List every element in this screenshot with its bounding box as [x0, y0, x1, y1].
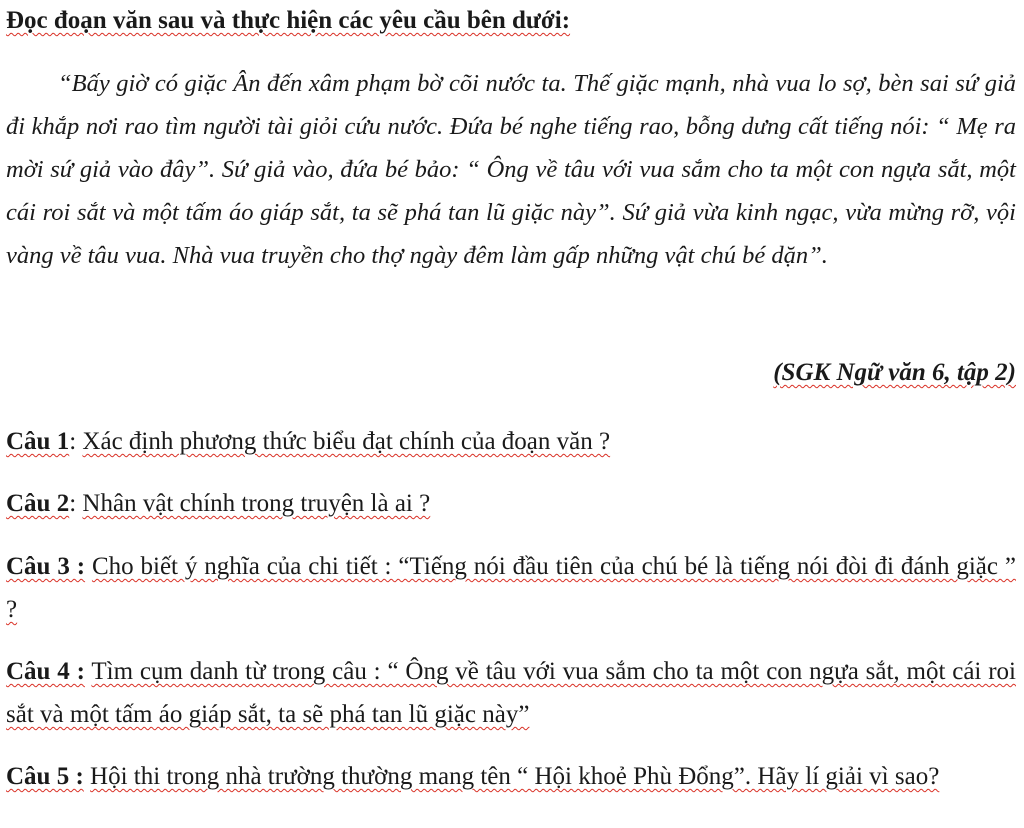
question-3-text: Cho biết ý nghĩa của chi tiết : “Tiếng nói đầu tiên của chú bé là tiếng nói đòi đi đánh giặc ” ? [6, 553, 1016, 623]
question-1 [6, 420, 1016, 463]
instruction-heading: Đọc đoạn văn sau và thực hiện các yêu cầu bên dưới: [6, 7, 571, 34]
question-1-separator: : [69, 428, 83, 455]
question-2-label: Câu 2 [6, 490, 70, 517]
question-5-text: Hội thi trong nhà trường thường mang tên “ Hội khoẻ Phù Đổng”. Hãy lí giải vì sao? [90, 763, 940, 790]
question-4 [6, 650, 1016, 736]
question-1-text: Xác định phương thức biểu đạt chính của đoạn văn ? [82, 428, 611, 455]
question-2-separator: : [69, 490, 83, 517]
question-1-label: Câu 1 [6, 428, 70, 455]
question-2 [6, 482, 1016, 525]
question-5 [6, 755, 1016, 798]
question-4-text: Tìm cụm danh từ trong câu : “ Ông về tâu với vua sắm cho ta một con ngựa sắt, một cái roi sắt và một tấm áo giáp sắt, ta sẽ phá tan lũ giặc này” [6, 658, 1016, 728]
question-4-label: Câu 4 : [6, 658, 85, 685]
question-2-text: Nhân vật chính trong truyện là ai ? [82, 490, 431, 517]
question-3-separator [85, 553, 92, 580]
passage-text: “Bấy giờ có giặc Ân đến xâm phạm bờ cõi nước ta. Thế giặc mạnh, nhà vua lo sợ, bèn sai sứ giả đi khắp nơi rao tìm người tài giỏi cứu nước. Đứa bé nghe tiếng rao, bỗng dưng cất tiếng nói: “ Mẹ ra mời sứ giả vào đây”. Sứ giả vào, đứa bé bảo: “ Ông về tâu với vua sắm cho ta một con ngựa sắt, một cái roi sắt và một tấm áo giáp sắt, ta sẽ phá tan lũ giặc này”. Sứ giả vừa kinh ngạc, vừa mừng rỡ, vội vàng về tâu vua. Nhà vua truyền cho thợ ngày đêm làm gấp những vật chú bé dặn”. [6, 70, 1016, 269]
source-citation: (SGK Ngữ văn 6, tập 2) [773, 359, 1016, 386]
question-5-label: Câu 5 : [6, 763, 84, 790]
question-3 [6, 545, 1016, 631]
question-3-label: Câu 3 : [6, 553, 86, 580]
